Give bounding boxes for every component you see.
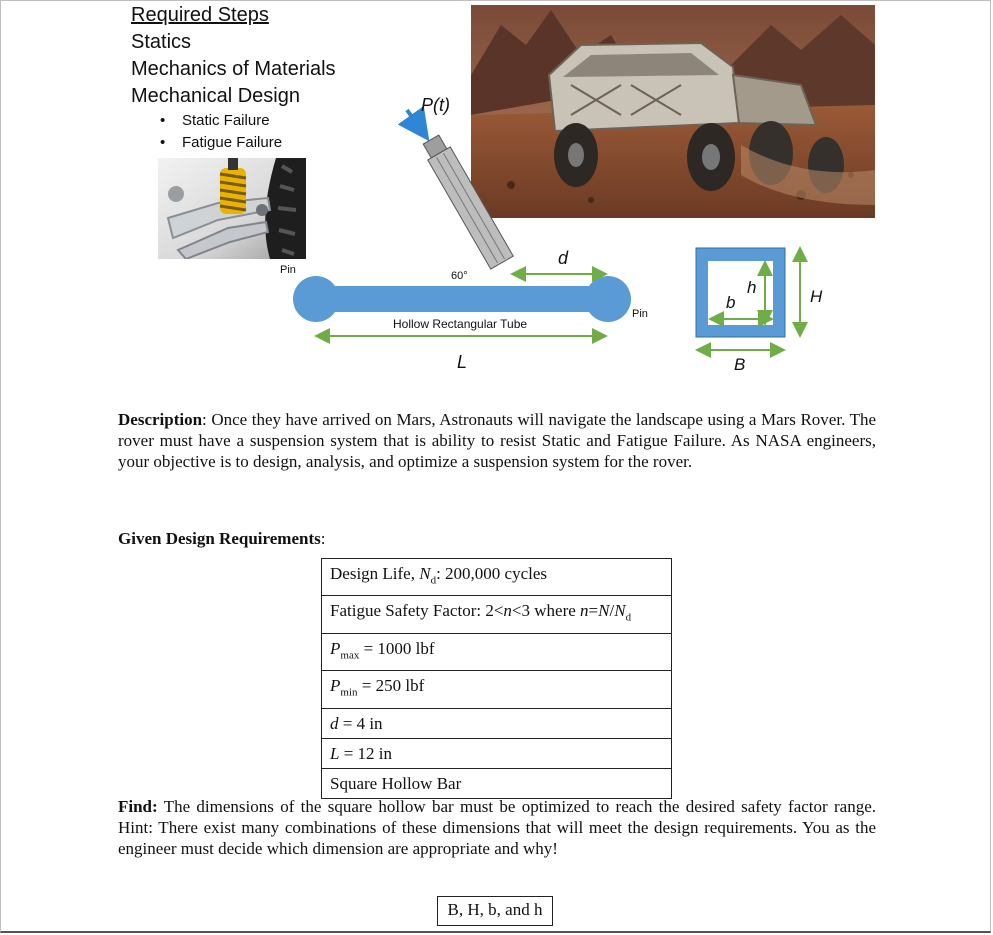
step-mechanics-of-materials: Mechanics of Materials [131,58,336,80]
step-mechanical-design: Mechanical Design [131,85,300,107]
design-life-cell: Design Life, $N_d$: 200,000 cycles [322,559,672,596]
requirements-table [321,558,672,799]
right-pin-label: Pin [632,308,648,320]
sub-item-fatigue-failure: • Fatigue Failure [160,132,282,154]
table-row [322,738,672,768]
find-label: Find: [118,797,158,816]
tube-label: Hollow Rectangular Tube [393,317,528,331]
h-label: h [747,278,757,297]
L-value-cell: L = 12 in [322,738,672,768]
left-pin-label: Pin [280,264,296,276]
table-row [322,671,672,708]
find-text: The dimensions of the square hollow bar must be optimized to reach the desired safety factor range. Hint: There exist many combinations of these dimensions that will meet the design requirements. You as the engineer must decide which dimension are appropriate and why! [118,797,876,858]
pmax-cell: $P_{max} = 1000$ lbf [322,633,672,670]
description-label: Description [118,410,203,429]
d-value-cell: d = 4 in [322,708,672,738]
B-label: B [734,355,746,374]
safety-factor-cell: Fatigue Safety Factor: 2<n<3 where $n=N/N_d$ [322,596,672,633]
table-row [322,633,672,670]
description-text: : Once they have arrived on Mars, Astronauts will navigate the landscape using a Mars Rover. The rover must have a suspension system that is ability to resist Static and Fatigue Failure. As NASA engineers, your objective is to design, analysis, and optimize a suspension system for the rover. [118,410,876,471]
pmin-cell: $P_{min} = 250$ lbf [322,671,672,708]
L-label: L [457,352,468,372]
shape-cell: Square Hollow Bar [322,768,672,798]
table-row [322,596,672,633]
required-steps-title: Required Steps [131,4,269,26]
table-row [322,708,672,738]
description-paragraph [118,409,876,472]
hollow-tube-member [316,286,608,312]
step-statics: Statics [131,31,192,53]
given-requirements-title: Given Design Requirements: [118,529,326,548]
right-pin-joint [585,276,631,322]
angle-label: 60° [451,270,468,282]
table-row [322,559,672,596]
d-label: d [558,248,569,268]
H-label: H [810,287,823,306]
shock-cylinder [420,133,514,269]
left-pin-joint [293,276,339,322]
answer-box: B, H, b, and h [437,896,553,926]
cross-section-inner [708,261,773,325]
table-row [322,768,672,798]
b-label: b [726,293,736,312]
suspension-diagram [0,0,993,400]
force-label: P(t) [421,95,450,115]
sub-item-static-failure: • Static Failure [160,110,282,132]
find-paragraph [118,796,876,859]
